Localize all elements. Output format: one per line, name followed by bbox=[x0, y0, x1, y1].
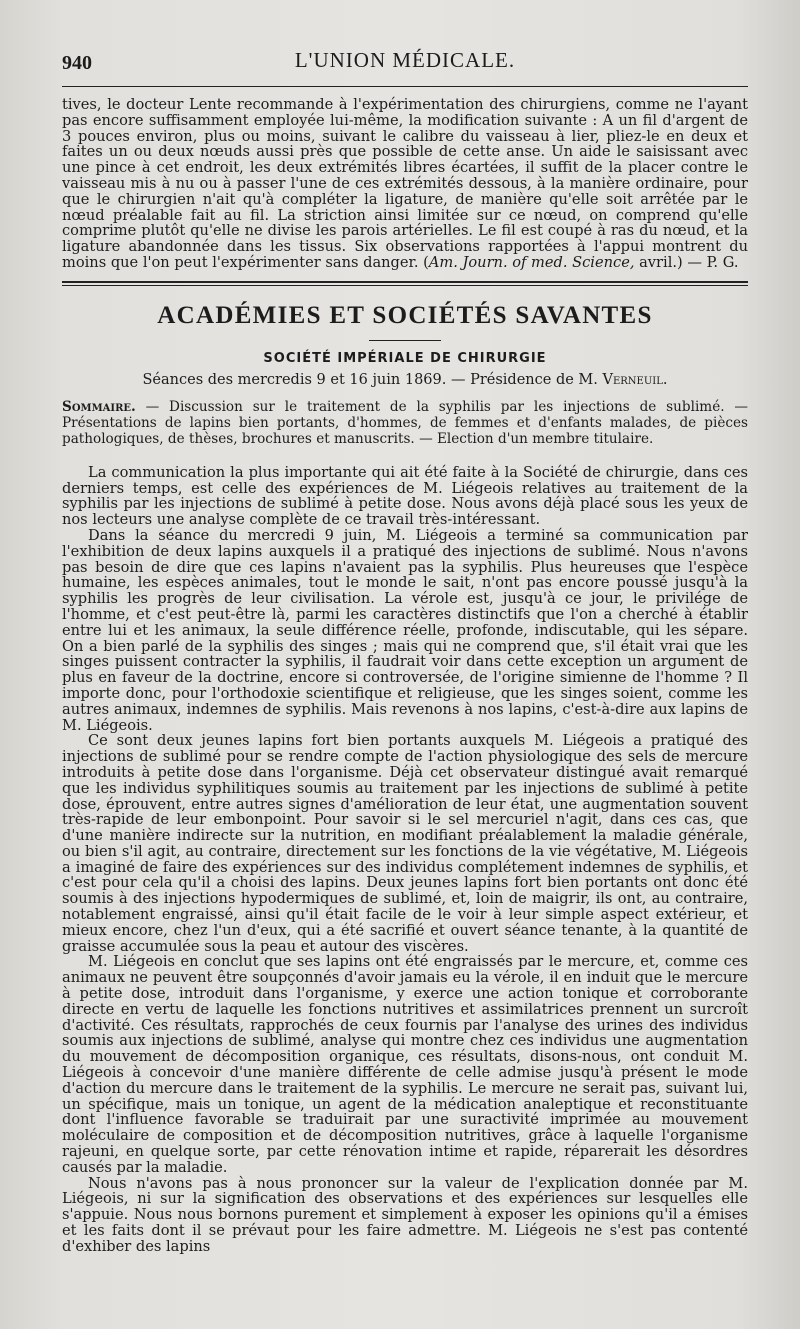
section-title: ACADÉMIES ET SOCIÉTÉS SAVANTES bbox=[157, 301, 653, 329]
summary-text: — Discussion sur le traitement de la syphilis par les injections de sublimé. — Présentations de lapins bien portants, d'hommes, de femmes et d'enfants malades, de pièces pathologiques, de thèses, brochures et manuscrits. — Election d'un membre titulaire. bbox=[62, 398, 748, 447]
session-line bbox=[62, 372, 748, 388]
section-divider bbox=[62, 281, 748, 286]
continuation-paragraph bbox=[62, 97, 748, 271]
society-heading: SOCIÉTÉ IMPÉRIALE DE CHIRURGIE bbox=[263, 350, 547, 366]
citation-source: Am. Journ. of med. Science, bbox=[428, 253, 635, 271]
title-rule bbox=[369, 340, 441, 341]
header-rule bbox=[62, 86, 748, 87]
body-paragraph: M. Liégeois en conclut que ses lapins ont été engraissés par le mercure, et, comme ces animaux ne peuvent être soupçonnés d'avoir jamais eu la vérole, il en induit que le mercure à petite dose, introduit dans l'organisme, y exerce une action tonique et corroborante directe en vertu de laquelle les fonctions nutritives et assimilatrices prennent un surcroît d'activité. Ces résultats, rapprochés de ceux fournis par l'analyse des urines des individus soumis aux injections de sublimé, analyse qui montre chez ces individus une augmentation du mouvement de décomposition organique, ces résultats, disons-nous, ont conduit M. Liégeois à concevoir d'une manière différente de celle admise jusqu'à présent le mode d'action du mercure dans le traitement de la syphilis. Le mercure ne serait pas, suivant lui, un spécifique, mais un tonique, un agent de la médication analeptique et reconstituante dont l'influence favorable se traduirait par une suractivité imprimée au mouvement moléculaire de composition et de décomposition nutritives, grâce à laquelle l'organisme rajeuni, en quelque sorte, par cette rénovation intime et rapide, réparerait les désordres causés par la maladie. bbox=[62, 953, 748, 1176]
body-paragraph: Nous n'avons pas à nous prononcer sur la valeur de l'explication donnée par M. Liégeois, ni sur la signification des observations et des expériences sur lesquelles elle s'appuie. Nous nous bornons purement et simplement à exposer les opinions qu'il a émises et les faits dont il se prévaut pour les faire admettre. M. Liégeois ne s'est pas contenté d'exhiber des lapins bbox=[62, 1174, 748, 1255]
president-name: Verneuil bbox=[602, 371, 663, 388]
summary bbox=[62, 399, 748, 447]
body-paragraph: La communication la plus importante qui ait été faite à la Société de chirurgie, dans ces derniers temps, est celle des expériences de M. Liégeois relatives au traitement de la syphilis par les injections de sublimé à petite dose. Nous avons déjà placé sous les yeux de nos lecteurs une analyse complète de ce travail très-intéressant. bbox=[62, 463, 748, 529]
journal-title: L'UNION MÉDICALE. bbox=[294, 48, 516, 72]
summary-label: Sommaire. bbox=[62, 398, 136, 415]
body-paragraph: Ce sont deux jeunes lapins fort bien portants auxquels M. Liégeois a pratiqué des injections de sublimé pour se rendre compte de l'action physiologique des sels de mercure introduits à petite dose dans l'organisme. Déjà cet observateur distingué avait remarqué que les individus syphilitiques soumis au traitement par les injections de sublimé à petite dose, éprouvent, entre autres signes d'amélioration de leur état, une augmentation souvent très-rapide de leur embonpoint. Pour savoir si le sel mercuriel n'agit, dans ces cas, que d'une manière indirecte sur la nutrition, en modifiant préalablement la maladie générale, ou bien s'il agit, au contraire, directement sur les fonctions de la vie végétative, M. Liégeois a imaginé de faire des expériences sur des individus complétement indemnes de syphilis, et c'est pour cela qu'il a choisi des lapins. Deux jeunes lapins fort bien portants ont donc été soumis à des injections hypodermiques de sublimé, et, loin de maigrir, ils ont, au contraire, notablement engraissé, ainsi qu'il était facile de le voir à leur simple aspect extérieur, et mieux encore, chez l'un d'eux, qui a été sacrifié et ouvert séance tenante, à la quantité de graisse accumulée sous la peau et autour des viscères. bbox=[62, 732, 748, 955]
continuation-text: tives, le docteur Lente recommande à l'expérimentation des chirurgiens, comme ne l'ayant pas encore suffisamment employée lui-même, la modification suivante : A un fil d'argent de 3 pouces environ, plus ou moins, suivant le calibre du vaisseau à lier, pliez-le en deux et faites un ou deux nœuds aussi près que possible de cette anse. Un aide le saisissant avec une pince à cet endroit, les deux extrémités libres écartées, il suffit de la placer contre le vaisseau mis à nu ou à passer l'une de ces extrémités dessous, à la manière ordinaire, pour que le chirurgien n'ait qu'à compléter la ligature, de manière qu'elle soit arrêtée par le nœud préalable fait au fil. La striction ainsi limitée sur ce nœud, on comprend qu'elle comprime plutôt qu'elle ne divise les parois artérielles. Le fil est coupé à ras du nœud, et la ligature abandonnée dans les tissus. Six observations rapportées à l'appui montrent du moins que l'on peut l'expérimenter sans danger. bbox=[62, 96, 748, 271]
citation-open: ( bbox=[423, 253, 429, 271]
running-head bbox=[62, 48, 748, 78]
page-number: 940 bbox=[62, 52, 92, 74]
body-paragraph: Dans la séance du mercredi 9 juin, M. Liégeois a terminé sa communication par l'exhibition de deux lapins auxquels il a pratiqué des injections de sublimé. Nous n'avons pas besoin de dire que ces lapins n'avaient pas la syphilis. Plus heureuses que l'espèce humaine, les espèces animales, tout le monde le sait, n'ont pas encore poussé jusqu'à la syphilis les progrès de leur civilisation. La vérole est, jusqu'à ce jour, le privilége de l'homme, et c'est peut-être là, parmi les caractères distinctifs que l'on a cherché à établir entre lui et les animaux, la seule différence réelle, profonde, indiscutable, qui les sépare. On a bien parlé de la syphilis des singes ; mais qui ne comprend que, s'il était vrai que les singes puissent contracter la syphilis, il faudrait voir dans cette exception un argument de plus en faveur de la doctrine, encore si controversée, de l'origine simienne de l'homme ? Il importe donc, pour l'orthodoxie scientifique et religieuse, que les singes soient, comme les autres animaux, indemnes de syphilis. Mais revenons à nos lapins, c'est-à-dire aux lapins de M. Liégeois. bbox=[62, 526, 748, 734]
session-prefix: Séances des mercredis 9 et 16 juin 1869. — Présidence de M. bbox=[142, 371, 603, 388]
session-suffix: . bbox=[662, 371, 668, 388]
citation-date: avril.) — P. G. bbox=[634, 253, 739, 271]
